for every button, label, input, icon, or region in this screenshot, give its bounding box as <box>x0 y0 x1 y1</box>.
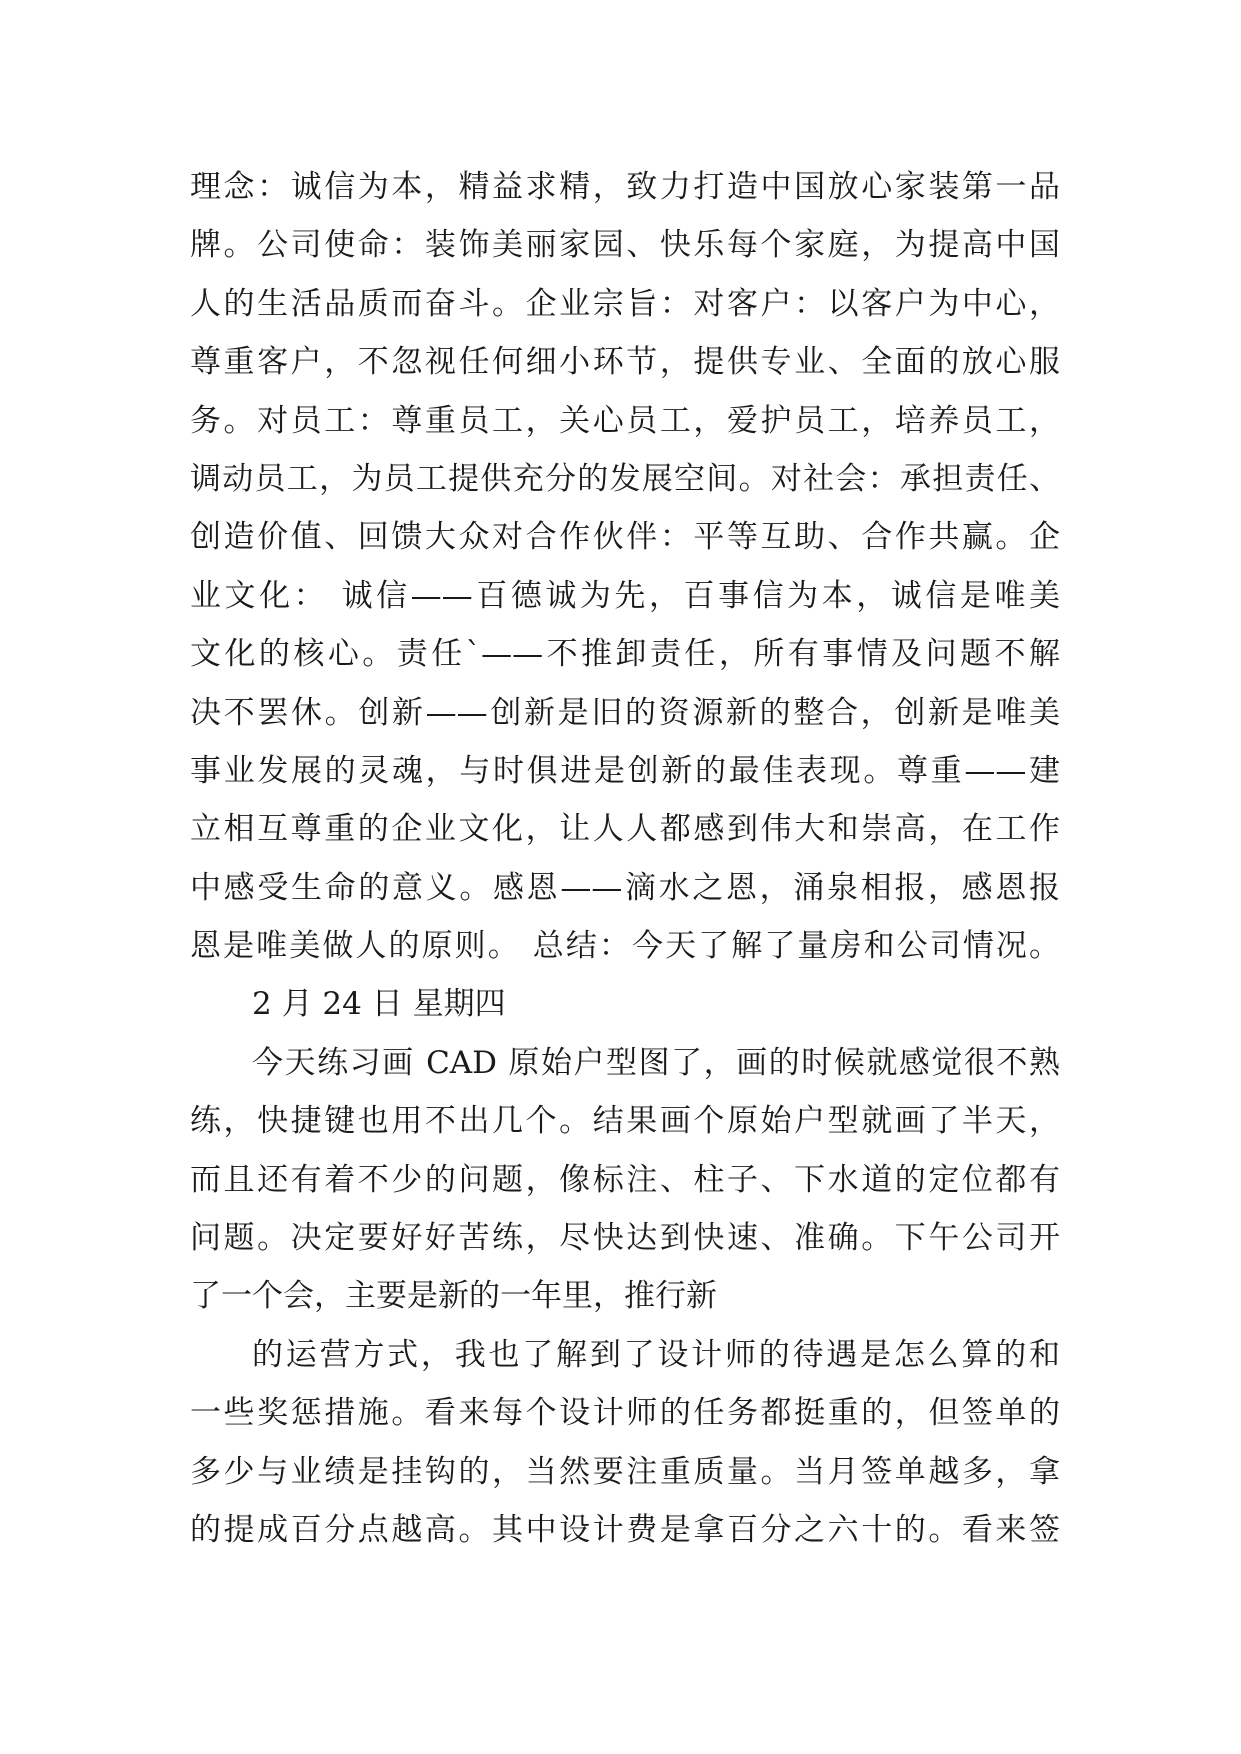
text-line: 决不罢休。创新——创新是旧的资源新的整合，创新是唯美 <box>190 694 1060 731</box>
text-line: 创造价值、回馈大众对合作伙伴：平等互助、合作共赢。企 <box>190 519 1060 556</box>
text-line: 了一个会，主要是新的一年里，推行新 <box>190 1278 717 1315</box>
text-line: 调动员工，为员工提供充分的发展空间。对社会：承担责任、 <box>190 460 1060 497</box>
text-line: 一些奖惩措施。看来每个设计师的任务都挺重的，但签单的 <box>190 1395 1060 1432</box>
text-line: 务。对员工：尊重员工，关心员工，爱护员工，培养员工， <box>190 402 1060 439</box>
text-line: 立相互尊重的企业文化，让人人都感到伟大和崇高，在工作 <box>190 811 1060 848</box>
text-line: 牌。公司使命：装饰美丽家园、快乐每个家庭，为提高中国 <box>190 227 1060 264</box>
text-line: 今天练习画 CAD 原始户型图了，画的时候就感觉很不熟 <box>252 1044 1060 1081</box>
text-line: 事业发展的灵魂，与时俱进是创新的最佳表现。尊重——建 <box>190 752 1060 789</box>
text-line: 练，快捷键也用不出几个。结果画个原始户型就画了半天， <box>190 1103 1060 1140</box>
text-line: 人的生活品质而奋斗。企业宗旨：对客户：以客户为中心， <box>190 285 1060 322</box>
text-line: 业文化： 诚信——百德诚为先，百事信为本，诚信是唯美 <box>190 577 1060 614</box>
text-line: 恩是唯美做人的原则。 总结：今天了解了量房和公司情况。 <box>190 928 1060 965</box>
text-line: 的运营方式，我也了解到了设计师的待遇是怎么算的和 <box>252 1336 1060 1373</box>
text-line: 理念：诚信为本，精益求精，致力打造中国放心家装第一品 <box>190 169 1060 205</box>
text-line: 问题。决定要好好苦练，尽快达到快速、准确。下午公司开 <box>190 1220 1060 1257</box>
text-line: 尊重客户，不忽视任何细小环节，提供专业、全面的放心服 <box>190 344 1060 381</box>
document-body <box>190 158 1060 1559</box>
text-line: 中感受生命的意义。感恩——滴水之恩，涌泉相报，感恩报 <box>190 869 1060 906</box>
text-line: 多少与业绩是挂钩的，当然要注重质量。当月签单越多，拿 <box>190 1453 1060 1490</box>
text-line: 的提成百分点越高。其中设计费是拿百分之六十的。看来签 <box>190 1511 1060 1548</box>
text-line: 而且还有着不少的问题，像标注、柱子、下水道的定位都有 <box>190 1161 1060 1198</box>
text-line: 文化的核心。责任`——不推卸责任，所有事情及问题不解 <box>190 636 1060 673</box>
date-heading: 2 月 24 日 星期四 <box>252 986 506 1023</box>
